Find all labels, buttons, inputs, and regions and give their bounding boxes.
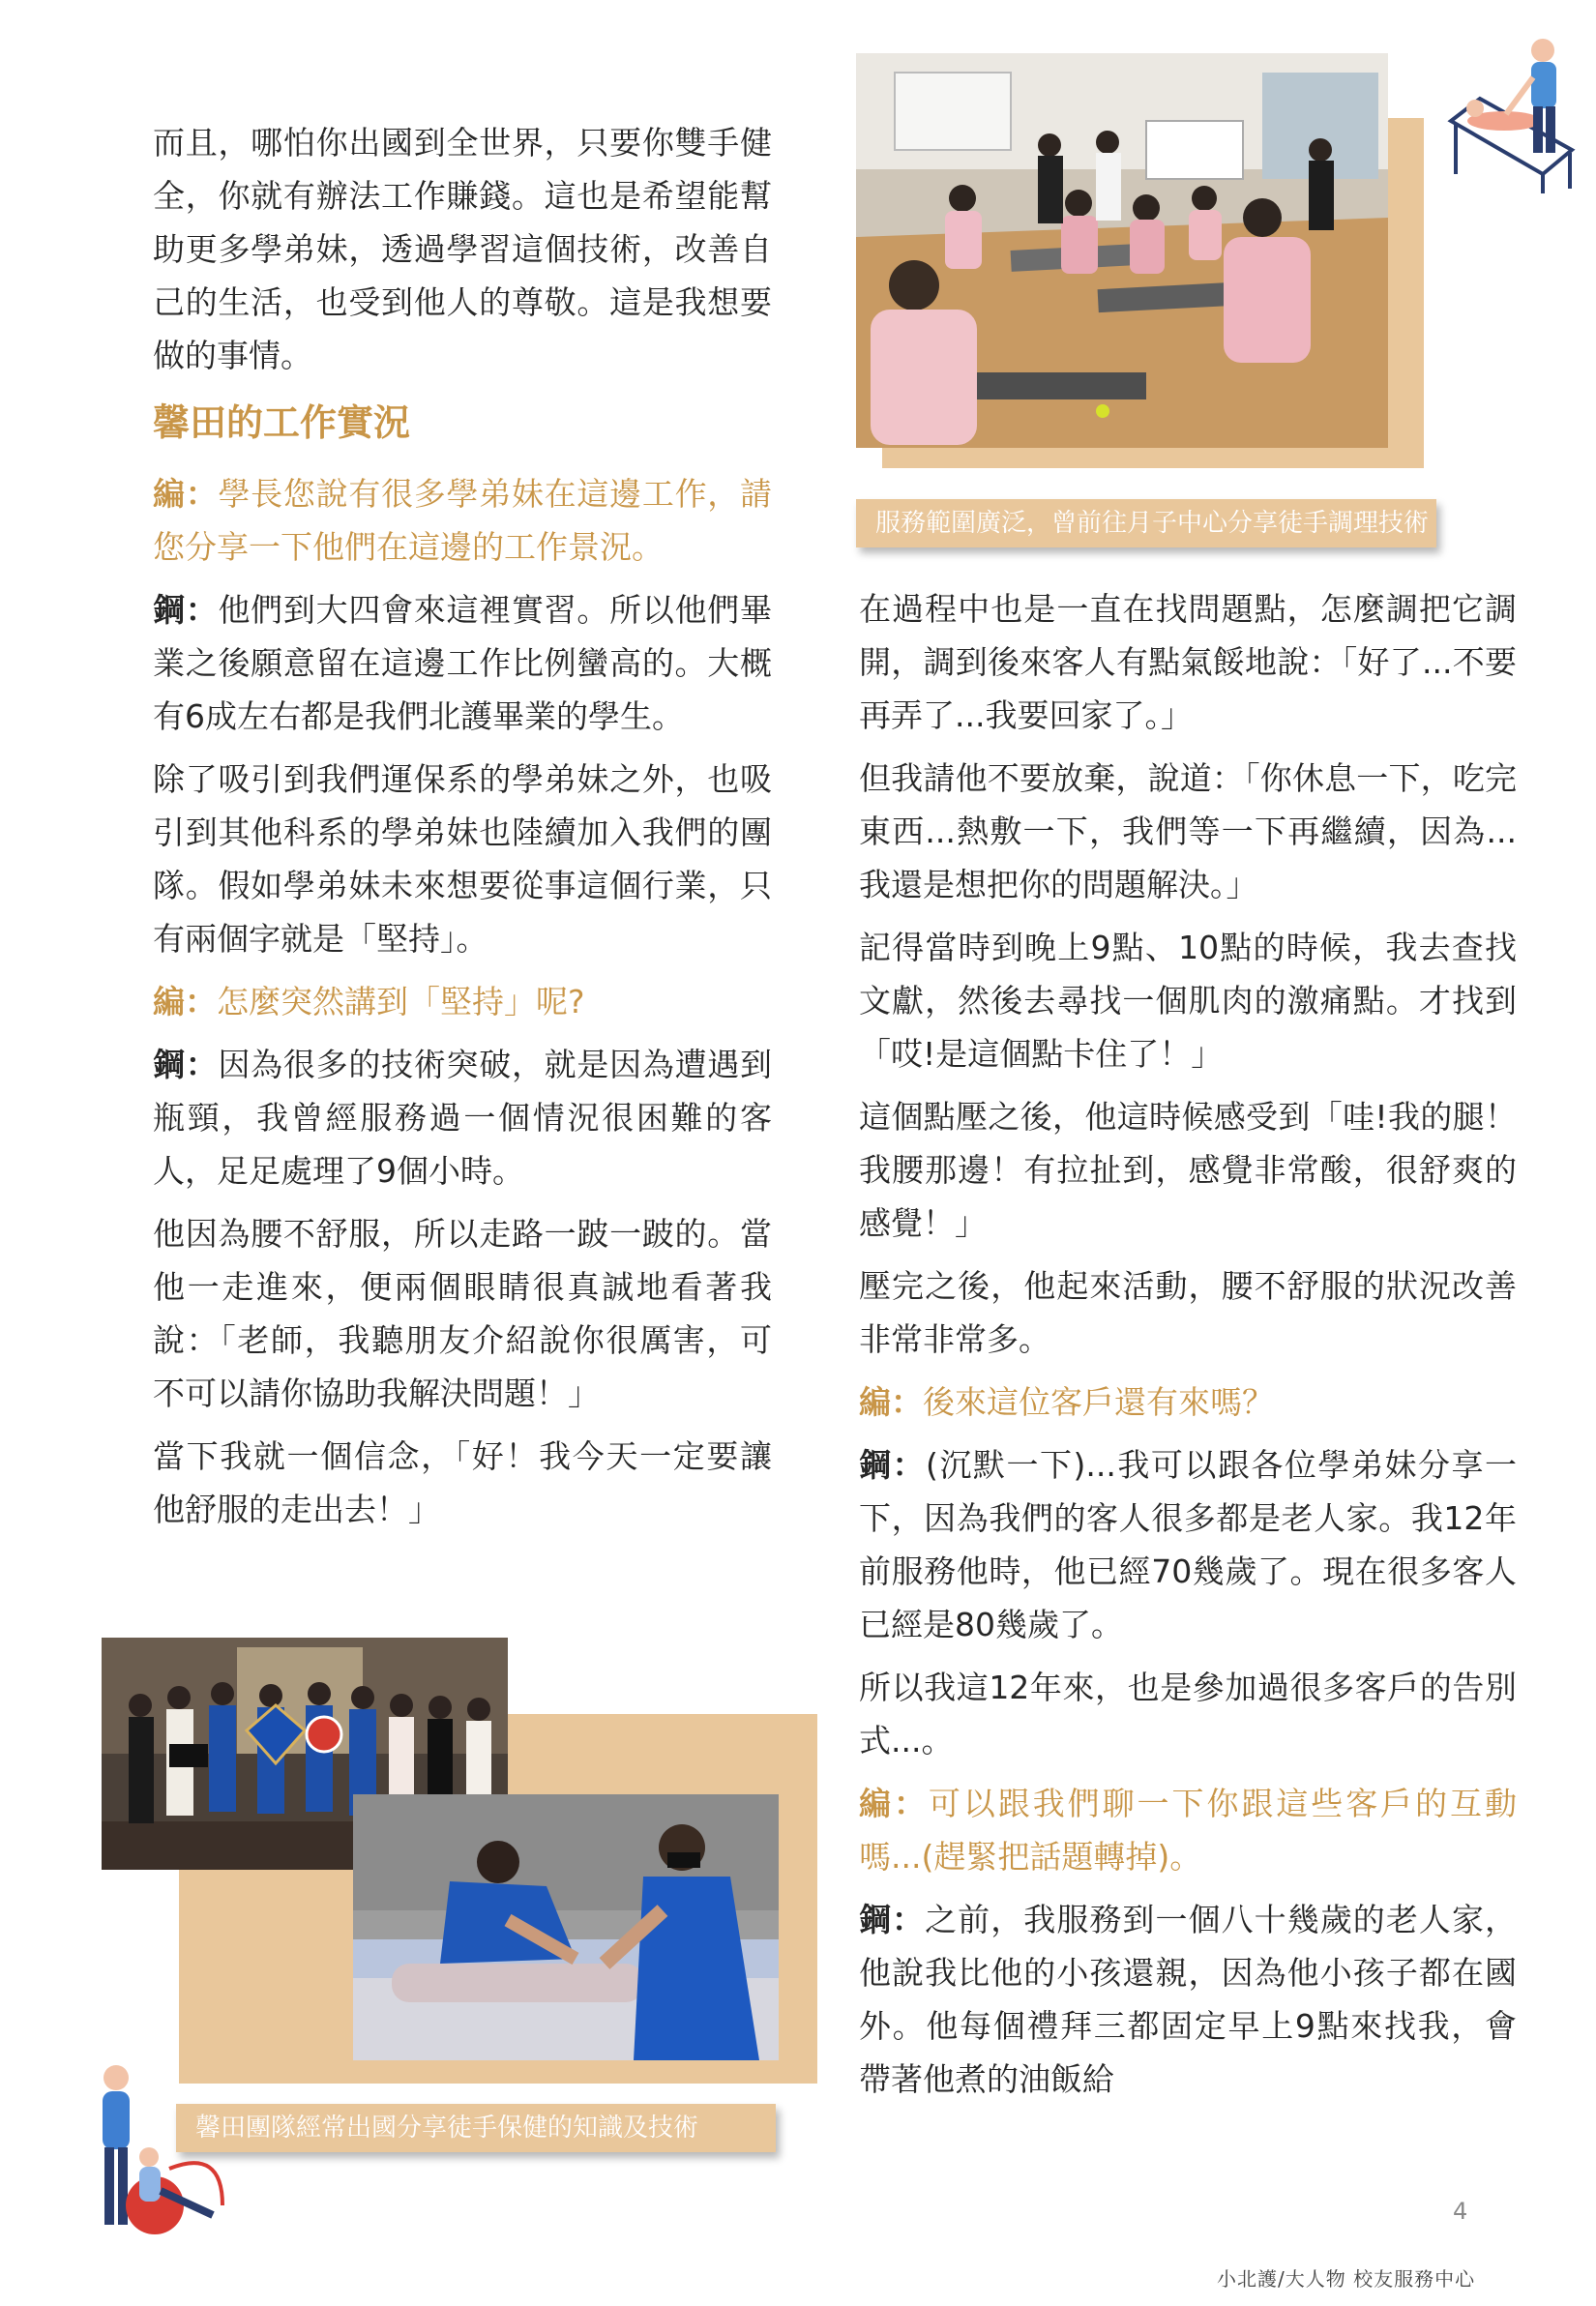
question-text: 學長您說有很多學弟妹在這邊工作，請您分享一下他們在這邊的工作景況。 bbox=[153, 475, 773, 566]
paragraph: 但我請他不要放棄，說道：「你休息一下，吃完東西...熱敷一下，我們等一下再繼續，因為...我還是想把你的問題解決。」 bbox=[859, 759, 1517, 903]
paragraph: 這個點壓之後，他這時候感受到「哇!我的腿！我腰那邊！有拉扯到，感覺非常酸，很舒爽的感覺！」 bbox=[859, 1098, 1517, 1242]
interviewee-answer bbox=[859, 1438, 1517, 1651]
speaker-label: 鋼： bbox=[859, 1446, 927, 1484]
answer-text: 因為很多的技術突破，就是因為遭遇到瓶頸，我曾經服務過一個情況很困難的客人，足足處理了9個小時。 bbox=[153, 1046, 773, 1190]
editor-question bbox=[153, 467, 772, 574]
speaker-label: 編： bbox=[859, 1785, 929, 1822]
massage-demo-photo bbox=[353, 1794, 779, 2060]
page-number: 4 bbox=[1453, 2198, 1468, 2225]
paragraph: 壓完之後，他起來活動，腰不舒服的狀況改善非常非常多。 bbox=[859, 1267, 1517, 1358]
answer-text: 之前，我服務到一個八十幾歲的老人家，他說我比他的小孩還親，因為他小孩子都在國外。他每個禮拜三都固定早上9點來找我，會帶著他煮的油飯給 bbox=[859, 1901, 1518, 2098]
paragraph: 在過程中也是一直在找問題點，怎麼調把它調開，調到後來客人有點氣餒地說：「好了...不要再弄了...我要回家了。」 bbox=[859, 590, 1517, 734]
paragraph: 記得當時到晚上9點、10點的時候，我去查找文獻，然後去尋找一個肌肉的激痛點。才找到「哎!是這個點卡住了！」 bbox=[859, 929, 1517, 1073]
paragraph: 而且，哪怕你出國到全世界，只要你雙手健全，你就有辦法工作賺錢。這也是希望能幫助更多學弟妹，透過學習這個技術，改善自己的生活，也受到他人的尊敬。這是我想要做的事情。 bbox=[153, 124, 772, 374]
paragraph: 除了吸引到我們運保系的學弟妹之外，也吸引到其他科系的學弟妹也陸續加入我們的團隊。假如學弟妹未來想要從事這個行業，只有兩個字就是「堅持」。 bbox=[153, 760, 772, 958]
speaker-label: 鋼： bbox=[859, 1901, 926, 1938]
physio-exercise-icon bbox=[77, 2060, 242, 2254]
paragraph: 他因為腰不舒服，所以走路一跛一跛的。當他一走進來，便兩個眼睛很真誠地看著我說：「老師，我聽朋友介紹說你很厲害，可不可以請你協助我解決問題！」 bbox=[153, 1215, 772, 1412]
speaker-label: 編： bbox=[859, 1383, 923, 1421]
right-column bbox=[859, 582, 1517, 2115]
speaker-label: 鋼： bbox=[153, 591, 219, 629]
question-text: 後來這位客戶還有來嗎？ bbox=[923, 1383, 1274, 1421]
postpartum-center-photo bbox=[856, 53, 1388, 448]
question-text: 怎麼突然講到「堅持」呢? bbox=[217, 983, 585, 1020]
interviewee-answer bbox=[153, 1038, 772, 1197]
paragraph: 所以我這12年來，也是參加過很多客戶的告別式...。 bbox=[859, 1669, 1517, 1759]
question-text: 可以跟我們聊一下你跟這些客戶的互動嗎...(趕緊把話題轉掉)。 bbox=[859, 1785, 1518, 1876]
interviewee-answer bbox=[153, 583, 772, 743]
speaker-label: 鋼： bbox=[153, 1046, 219, 1083]
footer-label: 小北護/大人物 校友服務中心 bbox=[1217, 2267, 1476, 2291]
section-heading: 馨田的工作實況 bbox=[153, 401, 411, 444]
editor-question bbox=[859, 1777, 1517, 1883]
caption-top-right: 服務範圍廣泛，曾前往月子中心分享徒手調理技術 bbox=[856, 499, 1436, 547]
speaker-label: 編： bbox=[153, 983, 217, 1020]
paragraph: 當下我就一個信念，「好！我今天一定要讓他舒服的走出去！」 bbox=[153, 1437, 772, 1528]
left-column bbox=[153, 116, 772, 1546]
caption-bottom-left: 馨田團隊經常出國分享徒手保健的知識及技術 bbox=[176, 2104, 776, 2152]
answer-text: 他們到大四會來這裡實習。所以他們畢業之後願意留在這邊工作比例蠻高的。大概有6成左右都是我們北護畢業的學生。 bbox=[153, 591, 773, 735]
speaker-label: 編： bbox=[153, 475, 219, 513]
editor-question bbox=[859, 1375, 1517, 1429]
answer-text: (沉默一下)...我可以跟各位學弟妹分享一下，因為我們的客人很多都是老人家。我12年前服務他時，他已經70幾歲了。現在很多客人已經是80幾歲了。 bbox=[859, 1446, 1518, 1643]
massage-therapy-icon bbox=[1446, 29, 1581, 193]
editor-question bbox=[153, 975, 772, 1028]
interviewee-answer bbox=[859, 1893, 1517, 2106]
